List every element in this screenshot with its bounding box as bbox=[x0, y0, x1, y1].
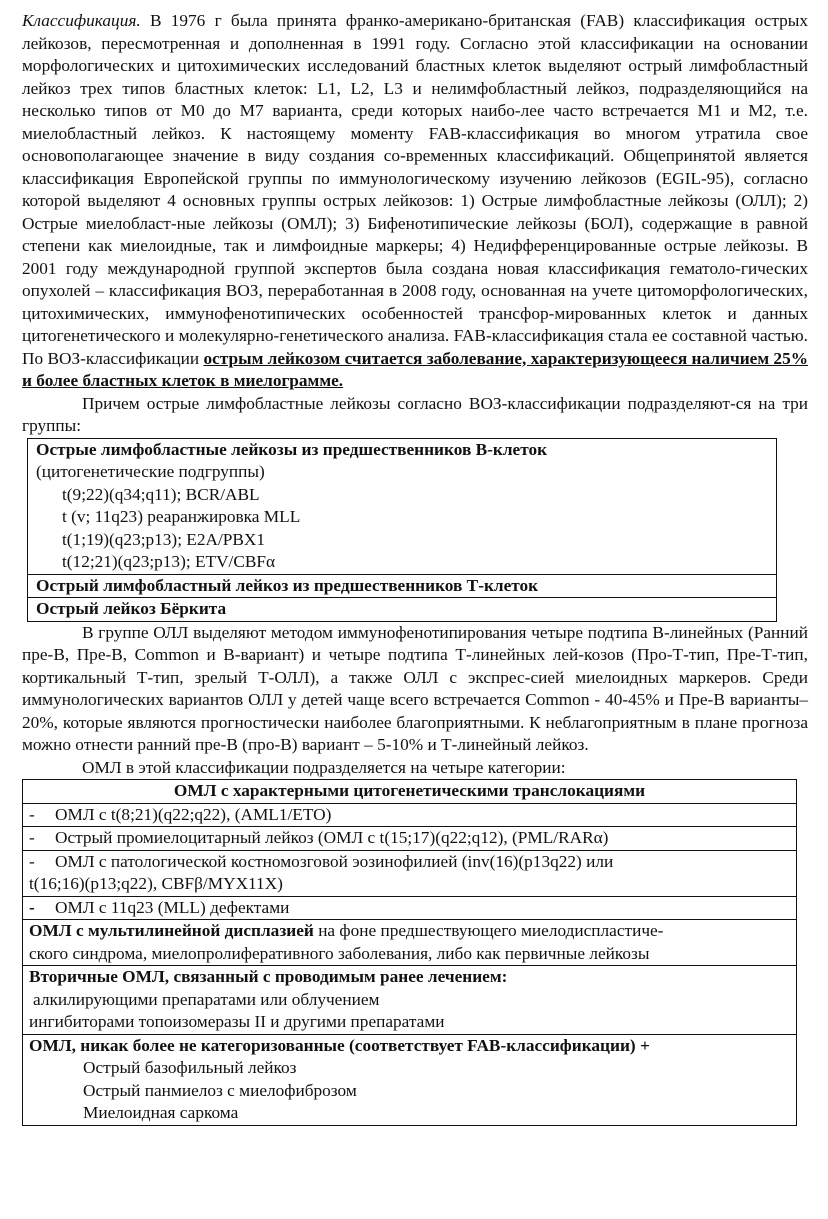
aml-classification-table bbox=[22, 779, 797, 1126]
secondary-aml-title: Вторичные ОМЛ, связанный с проводимым ранее лечением: bbox=[29, 967, 508, 986]
subgroup-item: t(9;22)(q34;q11); BCR/ABL bbox=[62, 484, 260, 504]
table-row bbox=[23, 966, 797, 1035]
intro-text: В 1976 г была принята франко-американо-британская (FAB) классификация острых лейкозов, пересмотренная и дополненная в 1991 году. Согласно этой классификации на основании морфологических и цитохимических исследований бластных клеток выделяют острый лимфобластный лейкоз трех типов бластных клеток: L1, L2, L3 и нелимфобластный лейкоз, подразделяющийся на несколько типов от М0 до М7 варианта, среди которых наибо-лее часто встречается М1 и М2, т.е. миелобластный лейкоз. К настоящему моменту FAB-классификация во многом утратила свое основополагающее значение в виду создания со-временных классификаций. Общепринятой является классификация Европейской группы по иммунологическому изучению лейкозов (EGIL-95), согласно которой выделяют 4 основных группы острых лейкозов: 1) Острые лимфобластные лейкозы (ОЛЛ); 2) Острые миелобласт-ные лейкозы (ОМЛ); 3) Бифенотипические лейкозы (БОЛ), содержащие в равной степени как миелоидные, так и лимфоидные маркеры; 4) Недифференцированные острые лейкозы. В 2001 году международной группой экспертов была создана новая классификация гематоло-гических опухолей – классификация ВОЗ, переработанная в 2008 году, основанная на учете цитоморфологических, цитохимических, иммунофенотипических особенностей трансфор-мированных клеток и данных цитогенетического и молекулярно-генетического анализа. FAB-классификация стала ее составной частью. По ВОЗ-классификации bbox=[22, 11, 808, 368]
all-groups-paragraph: Причем острые лимфобластные лейкозы согласно ВОЗ-классификации подразделяют-ся на три группы: bbox=[22, 393, 808, 435]
aml-categories-paragraph: ОМЛ в этой классификации подразделяется на четыре категории: bbox=[82, 757, 566, 777]
table-row bbox=[28, 598, 777, 622]
translocation-item: ОМЛ с t(8;21)(q22;q22), (AML1/ETO) bbox=[55, 804, 332, 824]
burkitt-leukemia-title: Острый лейкоз Бёркита bbox=[28, 598, 777, 622]
acute-leukemia-definition: острым лейкозом считается заболевание, характеризующееся наличием 25% и более бластных клеток в миелограмме. bbox=[22, 348, 808, 390]
subgroup-item: t (v; 11q23) реаранжировка MLL bbox=[62, 507, 301, 526]
secondary-aml-item: ингибиторами топоизомеразы II и другими препаратами bbox=[29, 1012, 445, 1031]
all-classification-table bbox=[27, 438, 777, 622]
uncategorized-aml-item: Миелоидная саркома bbox=[83, 1103, 239, 1122]
table-row bbox=[23, 850, 797, 896]
table-row bbox=[28, 438, 777, 574]
table-row bbox=[23, 780, 797, 804]
intro-paragraph bbox=[22, 10, 808, 393]
all-subtypes-paragraph: В группе ОЛЛ выделяют методом иммунофенотипирования четыре подтипа В-линейных (Ранний пре-В, Пре-В, Common и В-вариант) и четыре подтипа Т-линейных лей-козов (Про-Т-тип, Пре-Т-тип, кортикальный Т-тип, зрелый Т-ОЛЛ), а также ОЛЛ с экспрес-сией миелоидных маркеров. Среди иммунологических вариантов ОЛЛ у детей чаще всего встречается Common - 40-45% и Пре-В варианты– 20%, которые являются прогностически наиболее благоприятными. К неблагоприятным в плане прогноза можно отнести ранний пре-В (про-В) вариант – 5-10% и Т-линейный лейкоз. bbox=[22, 622, 808, 754]
table-row bbox=[23, 920, 797, 966]
uncategorized-aml-item: Острый панмиелоз с миелофиброзом bbox=[83, 1080, 357, 1100]
uncategorized-aml-title: ОМЛ, никак более не категоризованные (соответствует FAB-классификации) + bbox=[29, 1035, 650, 1055]
translocation-item: Острый промиелоцитарный лейкоз (ОМЛ с t(15;17)(q22;q12), (PML/RARα) bbox=[55, 828, 609, 847]
uncategorized-aml-item: Острый базофильный лейкоз bbox=[83, 1058, 297, 1077]
b-cell-all-title: Острые лимфобластные лейкозы из предшественников В-клеток bbox=[36, 439, 548, 459]
secondary-aml-item: алкилирующими препаратами или облучением bbox=[33, 989, 380, 1009]
aml-translocations-header: ОМЛ с характерными цитогенетическими транслокациями bbox=[23, 780, 797, 804]
list-dash: - bbox=[29, 828, 35, 847]
subgroup-item: t(1;19)(q23;p13); E2A/PBX1 bbox=[62, 529, 266, 549]
table-row bbox=[23, 803, 797, 827]
table-row bbox=[23, 827, 797, 851]
translocation-item: ОМЛ с 11q23 (MLL) дефектами bbox=[55, 897, 290, 917]
multilineage-text: на фоне предшествующего миелодиспластиче- bbox=[318, 921, 664, 940]
subgroup-item: t(12;21)(q23;p13); ETV/CBFα bbox=[62, 552, 276, 571]
translocation-item-continued: t(16;16)(p13;q22), CBFβ/MYX11X) bbox=[29, 874, 283, 893]
list-dash: - bbox=[29, 851, 35, 871]
multilineage-dysplasia-title: ОМЛ с мультилинейной дисплазией bbox=[29, 921, 314, 940]
list-dash: - bbox=[29, 897, 35, 917]
table-row bbox=[28, 574, 777, 598]
table-row bbox=[23, 896, 797, 920]
t-cell-all-title: Острый лимфобластный лейкоз из предшественников Т-клеток bbox=[28, 574, 777, 598]
cytogenetic-subgroups-label: (цитогенетические подгруппы) bbox=[36, 462, 265, 481]
section-label: Классификация. bbox=[22, 11, 141, 30]
translocation-item: ОМЛ с патологической костномозговой эозинофилией (inv(16)(p13q22) или bbox=[55, 851, 614, 871]
table-row bbox=[23, 1034, 797, 1125]
list-dash: - bbox=[29, 804, 35, 824]
multilineage-text-continued: ского синдрома, миелопролиферативного заболевания, либо как первичные лейкозы bbox=[29, 943, 650, 963]
